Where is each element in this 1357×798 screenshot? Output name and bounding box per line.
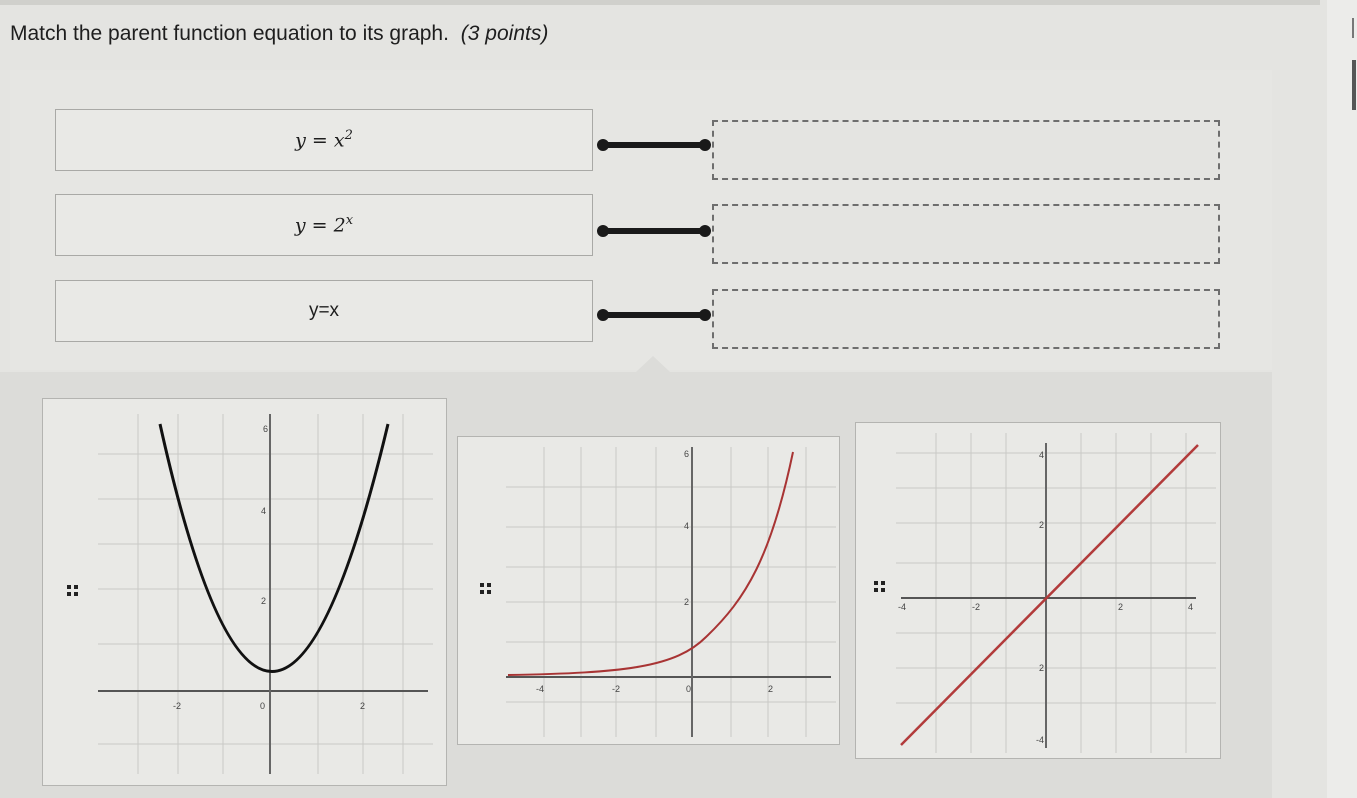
x-tick: -4 (536, 684, 545, 694)
equation-item-linear (55, 280, 593, 342)
equation-exponent: x (345, 213, 354, 229)
graph-card-exponential[interactable] (457, 436, 840, 745)
question-text: Match the parent function equation to its graph. (10, 22, 449, 45)
parabola-graph (98, 414, 433, 774)
y-tick: 2 (261, 596, 267, 606)
equation-base: y = x (295, 129, 345, 152)
equation-linear: y=x (308, 300, 340, 321)
y-tick: 6 (684, 449, 690, 459)
x-tick: -2 (972, 602, 981, 612)
y-tick: -4 (1036, 735, 1045, 745)
y-tick: 4 (1039, 450, 1045, 460)
x-tick: -2 (173, 701, 182, 711)
connector-linear (595, 308, 713, 322)
graph-card-parabola[interactable] (42, 398, 447, 786)
x-tick: -2 (612, 684, 621, 694)
equation-item-exponential (55, 194, 593, 256)
tray-pointer (636, 356, 670, 372)
question-points: (3 points) (460, 22, 549, 45)
scrollbar-thumb[interactable] (1352, 60, 1356, 110)
equation-exponential (295, 213, 353, 236)
y-tick: 2 (1039, 520, 1045, 530)
y-tick: 4 (261, 506, 267, 516)
y-tick: 2 (684, 597, 690, 607)
top-divider (0, 0, 1320, 5)
equation-item-quadratic (55, 109, 593, 171)
connector-exponential (595, 224, 713, 238)
x-tick: 0 (260, 701, 266, 711)
x-tick: 2 (1118, 602, 1124, 612)
x-tick: 2 (360, 701, 366, 711)
question-prompt (10, 22, 548, 46)
y-tick: 2 (1039, 663, 1045, 673)
x-tick: 0 (686, 684, 692, 694)
drop-target-linear[interactable] (712, 289, 1220, 349)
equation-base: y = 2 (294, 214, 346, 237)
x-tick: -4 (898, 602, 907, 612)
exponential-graph (506, 447, 836, 737)
scrollbar[interactable] (1327, 0, 1357, 798)
scrollbar-track-mark (1352, 18, 1354, 38)
graph-card-line[interactable] (855, 422, 1221, 759)
y-tick: 6 (263, 424, 269, 434)
drag-handle-icon[interactable] (67, 585, 79, 597)
connector-quadratic (595, 138, 713, 152)
drag-handle-icon[interactable] (874, 581, 886, 593)
x-tick: 2 (768, 684, 774, 694)
y-tick: 4 (684, 521, 690, 531)
equation-quadratic (295, 128, 353, 151)
drop-target-exponential[interactable] (712, 204, 1220, 264)
drag-handle-icon[interactable] (480, 583, 492, 595)
line-graph (896, 433, 1216, 753)
x-tick: 4 (1188, 602, 1194, 612)
equation-exponent: 2 (344, 128, 353, 144)
drop-target-quadratic[interactable] (712, 120, 1220, 180)
